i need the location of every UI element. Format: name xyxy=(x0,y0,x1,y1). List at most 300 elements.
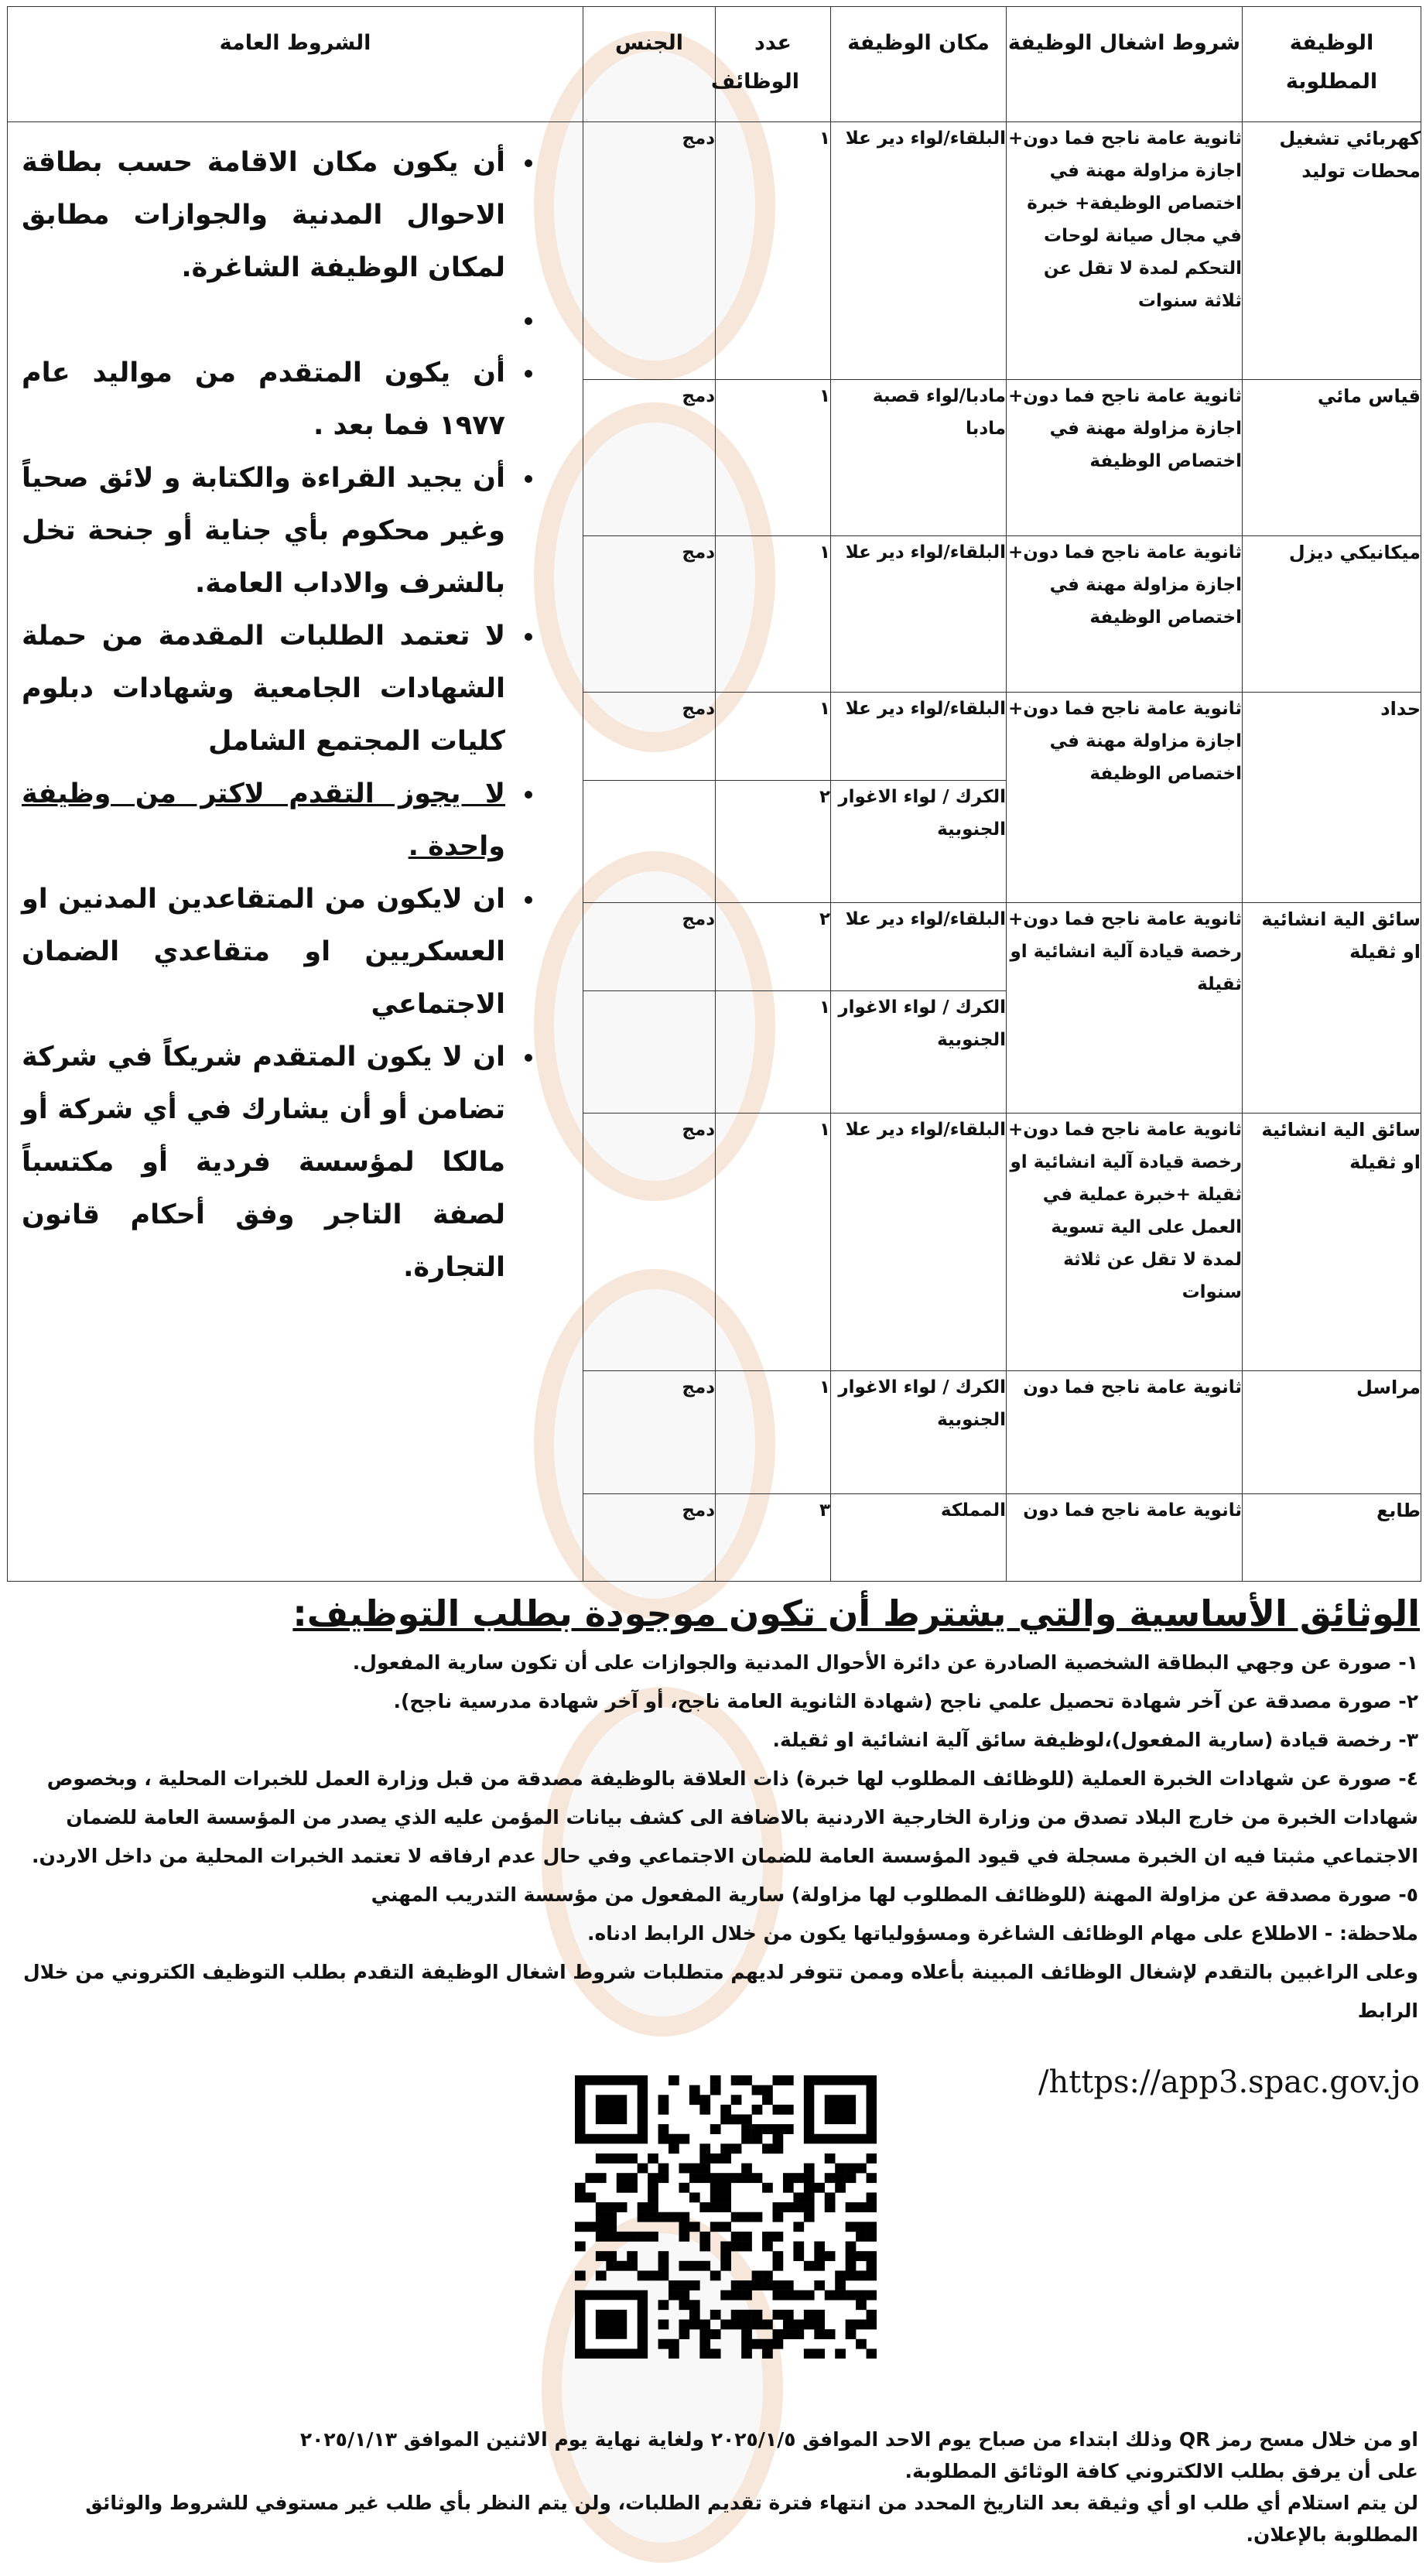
qr-module xyxy=(867,2349,877,2359)
qr-module xyxy=(720,2222,731,2232)
qr-module xyxy=(710,2124,721,2134)
qr-module xyxy=(710,2154,721,2164)
job-conditions-cell: ثانوية عامة ناجح فما دون+ اجازة مزاولة مهنة في اختصاص الوظيفة xyxy=(1007,693,1243,903)
job-gender-cell: دمج xyxy=(583,380,716,536)
qr-module xyxy=(731,2290,742,2301)
qr-module xyxy=(804,2173,815,2183)
qr-module xyxy=(596,2251,607,2261)
qr-module xyxy=(679,2134,689,2144)
qr-module xyxy=(846,2202,857,2212)
job-gender-cell: دمج xyxy=(583,1494,716,1582)
qr-module xyxy=(804,2261,815,2271)
qr-module xyxy=(793,2242,804,2252)
qr-module xyxy=(867,2261,877,2271)
qr-module xyxy=(596,2212,607,2222)
qr-module xyxy=(638,2164,648,2174)
qr-module xyxy=(720,2154,731,2164)
job-count-cell: ١ xyxy=(716,1114,831,1371)
qr-module xyxy=(606,2261,617,2271)
qr-module xyxy=(575,2242,586,2252)
qr-module xyxy=(793,2251,804,2261)
qr-module xyxy=(752,2212,763,2222)
qr-module xyxy=(658,2339,669,2349)
job-conditions-cell: ثانوية عامة ناجح فما دون+ رخصة قيادة آلية انشائية او ثقيلة +خبرة عملية في العمل على الية تسوية لمدة لا تقل عن ثلاثة سنوات xyxy=(1007,1114,1243,1371)
job-place-cell: البلقاء/لواء دير علا xyxy=(831,1114,1007,1371)
general-condition-text: أن يكون مكان الاقامة حسب بطاقة الاحوال المدنية والجوازات مطابق لمكان الوظيفة الشاغرة. xyxy=(22,147,505,283)
qr-module xyxy=(856,2320,867,2330)
qr-module xyxy=(835,2290,846,2301)
qr-module xyxy=(856,2251,867,2261)
job-conditions-cell: ثانوية عامة ناجح فما دون xyxy=(1007,1494,1243,1582)
qr-module xyxy=(804,2192,815,2202)
job-title-cell: طابع xyxy=(1243,1494,1421,1582)
attach-text: على أن يرفق بطلب الالكتروني كافة الوثائق المطلوبة. xyxy=(905,2460,1418,2482)
qr-module xyxy=(835,2270,846,2280)
qr-module xyxy=(596,2270,607,2280)
qr-module xyxy=(699,2349,710,2359)
qr-module xyxy=(731,2242,742,2252)
qr-module xyxy=(762,2320,773,2330)
qr-module xyxy=(679,2222,689,2232)
qr-module xyxy=(814,2320,825,2330)
qr-module xyxy=(762,2349,773,2359)
qr-module xyxy=(720,2114,731,2124)
qr-module xyxy=(773,2202,784,2212)
qr-module xyxy=(752,2310,763,2320)
job-place-cell: البلقاء/لواء دير علا xyxy=(831,693,1007,781)
qr-module xyxy=(710,2085,721,2095)
qr-module xyxy=(856,2290,867,2301)
job-title-cell: سائق الية انشائية او ثقيلة xyxy=(1243,903,1421,1114)
qr-module xyxy=(710,2310,721,2320)
job-gender-cell: دمج xyxy=(583,536,716,693)
qr-module xyxy=(867,2290,877,2301)
qr-module xyxy=(783,2310,794,2320)
qr-module xyxy=(596,2154,607,2164)
general-conditions-list xyxy=(8,136,583,1294)
qr-module xyxy=(669,2143,679,2154)
job-place-cell: البلقاء/لواء دير علا xyxy=(831,903,1007,991)
general-condition-item xyxy=(22,136,511,294)
job-place-cell: البلقاء/لواء دير علا xyxy=(831,536,1007,693)
qr-module xyxy=(846,2173,857,2183)
header-conditions: شروط اشغال الوظيفة xyxy=(1007,7,1243,122)
qr-code[interactable] xyxy=(575,2075,877,2359)
job-title-cell: سائق الية انشائية او ثقيلة xyxy=(1243,1114,1421,1371)
qr-module xyxy=(710,2192,721,2202)
job-title-cell: ميكانيكي ديزل xyxy=(1243,536,1421,693)
qr-module xyxy=(731,2114,742,2124)
qr-module xyxy=(856,2339,867,2349)
qr-module xyxy=(867,2270,877,2280)
qr-module xyxy=(741,2280,752,2290)
qr-module xyxy=(699,2339,710,2349)
qr-module xyxy=(762,2183,773,2193)
qr-module xyxy=(710,2270,721,2280)
qr-module xyxy=(825,2290,836,2301)
qr-module xyxy=(710,2222,721,2232)
qr-module xyxy=(679,2290,689,2301)
qr-module xyxy=(606,2251,617,2261)
qr-module xyxy=(741,2164,752,2174)
qr-module xyxy=(679,2280,689,2290)
qr-module xyxy=(762,2085,773,2095)
general-condition-text: أن يجيد القراءة والكتابة و لائق صحياً وغير محكوم بأي جناية أو جنحة تخل بالشرف والاداب العامة. xyxy=(22,463,505,599)
qr-module xyxy=(741,2320,752,2330)
qr-module xyxy=(773,2251,784,2261)
qr-module xyxy=(804,2320,815,2330)
qr-module xyxy=(627,2183,638,2193)
qr-module xyxy=(793,2222,804,2232)
qr-module xyxy=(575,2222,586,2232)
qr-module xyxy=(679,2320,689,2330)
qr-module xyxy=(856,2232,867,2242)
qr-module xyxy=(658,2320,669,2330)
qr-module xyxy=(658,2134,669,2144)
general-condition-item xyxy=(22,610,511,768)
qr-module xyxy=(689,2085,700,2095)
qr-module xyxy=(814,2280,825,2290)
qr-module xyxy=(783,2105,794,2115)
qr-module xyxy=(731,2310,742,2320)
qr-module xyxy=(741,2310,752,2320)
closing-notes xyxy=(6,2424,1418,2550)
qr-module xyxy=(783,2320,794,2330)
qr-module xyxy=(689,2222,700,2232)
document-item: ١- صورة عن وجهي البطاقة الشخصية الصادرة عن دائرة الأحوال المدنية والجوازات على أن تكون سارية المفعول. xyxy=(352,1651,1418,1674)
job-count-cell: ٢ xyxy=(716,903,831,991)
qr-module xyxy=(720,2251,731,2261)
qr-module xyxy=(783,2124,794,2134)
qr-module xyxy=(825,2192,836,2202)
document-item: ٥- صورة مصدقة عن مزاولة المهنة (للوظائف المطلوب لها مزاولة) سارية المفعول من مؤسسة التدريب المهني xyxy=(371,1883,1418,1906)
job-place-cell: المملكة xyxy=(831,1494,1007,1582)
qr-module xyxy=(835,2183,846,2193)
job-count-cell: ١ xyxy=(716,693,831,781)
qr-module xyxy=(835,2280,846,2290)
qr-module xyxy=(658,2105,669,2115)
qr-module xyxy=(762,2270,773,2280)
qr-module xyxy=(773,2290,784,2301)
qr-module xyxy=(699,2261,710,2271)
qr-module xyxy=(867,2202,877,2212)
qr-module xyxy=(689,2164,700,2174)
qr-module xyxy=(741,2124,752,2134)
qr-module xyxy=(783,2075,794,2085)
qr-module xyxy=(658,2270,669,2280)
qr-module xyxy=(699,2242,710,2252)
qr-module xyxy=(804,2290,815,2301)
table-header-row xyxy=(8,7,1421,122)
application-link[interactable]: https://app3.spac.gov.jo/ xyxy=(1038,2065,1420,2100)
qr-module xyxy=(731,2143,742,2154)
qr-module xyxy=(752,2339,763,2349)
qr-module xyxy=(720,2261,731,2271)
qr-module xyxy=(773,2280,784,2290)
qr-module xyxy=(783,2329,794,2339)
qr-module xyxy=(720,2173,731,2183)
qr-module xyxy=(658,2261,669,2271)
job-title-cell: حداد xyxy=(1243,693,1421,903)
general-condition-text: لا يجوز التقدم لاكتر من وظيفة واحدة . xyxy=(22,778,505,862)
qr-module xyxy=(648,2202,658,2212)
qr-module xyxy=(669,2290,679,2301)
qr-module xyxy=(689,2192,700,2202)
qr-module xyxy=(752,2270,763,2280)
general-conditions-cell xyxy=(8,122,583,1582)
qr-module xyxy=(793,2320,804,2330)
job-count-cell: ٣ xyxy=(716,1494,831,1582)
qr-module xyxy=(648,2212,658,2222)
qr-module xyxy=(846,2290,857,2301)
job-gender-cell: دمج xyxy=(583,903,716,991)
qr-module xyxy=(617,2173,628,2183)
qr-module xyxy=(679,2300,689,2310)
qr-module xyxy=(741,2339,752,2349)
header-gender: الجنس xyxy=(583,7,716,122)
qr-module xyxy=(710,2075,721,2085)
qr-module xyxy=(699,2105,710,2115)
qr-module xyxy=(731,2075,742,2085)
header-general-conditions: الشروط العامة xyxy=(8,7,583,122)
qr-module xyxy=(669,2212,679,2222)
qr-module xyxy=(814,2329,825,2339)
qr-module xyxy=(669,2134,679,2144)
qr-module xyxy=(627,2251,638,2261)
qr-module xyxy=(689,2300,700,2310)
qr-module xyxy=(741,2173,752,2183)
qr-module xyxy=(669,2349,679,2359)
dates-text: او من خلال مسح رمز QR وذلك ابتداء من صباح يوم الاحد الموافق ٢٠٢٥/١/٥ ولغاية نهاية يوم الاثنين الموافق ٢٠٢٥/١/١٣ xyxy=(299,2428,1418,2451)
qr-module xyxy=(835,2164,846,2174)
qr-module xyxy=(783,2290,794,2301)
qr-module xyxy=(804,2212,815,2222)
documents-list xyxy=(6,1644,1418,2030)
qr-module xyxy=(793,2329,804,2339)
job-conditions-cell: ثانوية عامة ناجح فما دون+ اجازة مزاولة مهنة في اختصاص الوظيفة+ خبرة في مجال صيانة لوحات التحكم لمدة لا تقل عن ثلاثة سنوات xyxy=(1007,122,1243,380)
note-text: ملاحظة: - الاطلاع على مهام الوظائف الشاغرة ومسؤولياتها يكون من خلال الرابط ادناه. xyxy=(587,1922,1418,1945)
qr-module xyxy=(658,2164,669,2174)
general-condition-text: ان لا يكون المتقدم شريكاً في شركة تضامن أو أن يشارك في أي شركة أو مالكا لمؤسسة فردية أو مكتسباً لصفة التاجر وفق أحكام قانون التجارة. xyxy=(22,1042,505,1283)
qr-module xyxy=(814,2242,825,2252)
qr-module xyxy=(710,2183,721,2193)
qr-module xyxy=(689,2095,700,2105)
qr-module xyxy=(793,2290,804,2301)
qr-module xyxy=(752,2280,763,2290)
qr-module xyxy=(606,2154,617,2164)
qr-module xyxy=(679,2212,689,2222)
qr-module xyxy=(596,2202,607,2212)
job-count-cell: ١ xyxy=(716,380,831,536)
qr-module xyxy=(731,2095,742,2105)
qr-module xyxy=(846,2164,857,2174)
qr-module xyxy=(856,2222,867,2232)
qr-module xyxy=(773,2143,784,2154)
document-item: ٤- صورة عن شهادات الخبرة العملية (للوظائف المطلوب لها خبرة) ذات العلاقة بالوظيفة مصدقة من قبل وزارة العمل للخبرات المحلية ، وبخصوص شهادات الخبرة من خارج البلاد تصدق من وزارة الخارجية الاردنية بالاضافة الى كشف بيانات المؤمن عليه الذي يصدر من المؤسسة العامة للضمان الاجتماعي مثبتا فيه ان الخبرة مسجلة في قيود المؤسسة العامة للضمان الاجتماعي وفي حال عدم ارفاقه لا تعتمد الخبرات المحلية من داخل الاردن. xyxy=(32,1767,1418,1867)
qr-module xyxy=(606,2232,617,2242)
qr-module xyxy=(596,2095,627,2124)
qr-module xyxy=(741,2075,752,2085)
qr-module xyxy=(731,2232,742,2242)
qr-module xyxy=(658,2173,669,2183)
qr-module xyxy=(638,2202,648,2212)
qr-module xyxy=(752,2173,763,2183)
qr-module xyxy=(658,2212,669,2222)
qr-module xyxy=(783,2202,794,2212)
qr-module xyxy=(846,2270,857,2280)
qr-module xyxy=(867,2222,877,2232)
qr-module xyxy=(689,2320,700,2330)
job-title-cell: قياس مائي xyxy=(1243,380,1421,536)
job-gender-cell: دمج xyxy=(583,1114,716,1371)
jobs-table xyxy=(7,6,1421,1582)
qr-module xyxy=(804,2183,815,2193)
qr-module xyxy=(658,2095,669,2105)
qr-module xyxy=(867,2173,877,2183)
qr-module xyxy=(741,2290,752,2301)
job-place-cell: الكرك / لواء الاغوار الجنوبية xyxy=(831,781,1007,903)
qr-module xyxy=(627,2154,638,2164)
qr-module xyxy=(731,2173,742,2183)
qr-module xyxy=(699,2164,710,2174)
job-place-cell: الكرك / لواء الاغوار الجنوبية xyxy=(831,991,1007,1114)
qr-module xyxy=(762,2242,773,2252)
qr-module xyxy=(814,2251,825,2261)
general-condition-item xyxy=(22,294,511,347)
general-condition-item xyxy=(22,452,511,610)
qr-module xyxy=(710,2329,721,2339)
qr-module xyxy=(793,2192,804,2202)
qr-module xyxy=(689,2280,700,2290)
qr-module xyxy=(835,2349,846,2359)
qr-module xyxy=(617,2202,628,2212)
qr-module xyxy=(867,2232,877,2242)
qr-module xyxy=(648,2192,658,2202)
qr-module xyxy=(856,2164,867,2174)
general-condition-item xyxy=(22,768,511,873)
qr-module xyxy=(699,2320,710,2330)
qr-module xyxy=(720,2183,731,2193)
qr-module xyxy=(762,2143,773,2154)
job-gender-cell xyxy=(583,781,716,903)
qr-module xyxy=(679,2261,689,2271)
qr-module xyxy=(658,2124,669,2134)
job-gender-cell: دمج xyxy=(583,1371,716,1494)
qr-module xyxy=(752,2320,763,2330)
qr-module xyxy=(648,2154,658,2164)
qr-module xyxy=(804,2349,815,2359)
qr-module xyxy=(648,2232,658,2242)
qr-module xyxy=(773,2212,784,2222)
qr-module xyxy=(867,2320,877,2330)
qr-module xyxy=(679,2164,689,2174)
qr-module xyxy=(699,2143,710,2154)
qr-module xyxy=(741,2232,752,2242)
qr-module xyxy=(699,2329,710,2339)
qr-module xyxy=(720,2192,731,2202)
qr-module xyxy=(825,2329,836,2339)
document-item: ٣- رخصة قيادة (سارية المفعول)،لوظيفة سائق آلية انشائية او ثقيلة. xyxy=(772,1729,1418,1751)
qr-module xyxy=(710,2349,721,2359)
header-count: عدد الوظائف xyxy=(716,7,831,122)
qr-module xyxy=(762,2095,773,2105)
qr-module xyxy=(638,2212,648,2222)
qr-module xyxy=(773,2339,784,2349)
qr-module xyxy=(669,2339,679,2349)
qr-module xyxy=(699,2202,710,2212)
qr-module xyxy=(658,2251,669,2261)
qr-module xyxy=(596,2310,627,2339)
qr-module xyxy=(804,2310,815,2320)
qr-module xyxy=(699,2232,710,2242)
qr-module xyxy=(627,2261,638,2271)
qr-module xyxy=(762,2339,773,2349)
qr-module xyxy=(773,2075,784,2085)
qr-module xyxy=(720,2105,731,2115)
qr-module xyxy=(720,2143,731,2154)
qr-module xyxy=(846,2222,857,2232)
qr-module xyxy=(793,2202,804,2212)
qr-module xyxy=(741,2212,752,2222)
qr-module xyxy=(731,2280,742,2290)
job-conditions-cell: ثانوية عامة ناجح فما دون+ رخصة قيادة آلية انشائية او ثقيلة xyxy=(1007,903,1243,1114)
qr-module xyxy=(648,2173,658,2183)
qr-module xyxy=(846,2261,857,2271)
general-condition-item xyxy=(22,347,511,452)
general-condition-text: أن يكون المتقدم من مواليد عام ١٩٧٧ فما بعد . xyxy=(22,357,505,441)
job-count-cell: ٢ xyxy=(716,781,831,903)
qr-module xyxy=(773,2124,784,2134)
qr-module xyxy=(762,2280,773,2290)
qr-module xyxy=(585,2192,596,2202)
qr-module xyxy=(699,2095,710,2105)
qr-module xyxy=(669,2280,679,2290)
qr-module xyxy=(783,2183,794,2193)
job-gender-cell xyxy=(583,991,716,1114)
qr-module xyxy=(699,2154,710,2164)
job-title-cell: مراسل xyxy=(1243,1371,1421,1494)
qr-module xyxy=(741,2329,752,2339)
qr-module xyxy=(814,2310,825,2320)
qr-module xyxy=(689,2261,700,2271)
qr-module xyxy=(627,2173,638,2183)
job-count-cell: ١ xyxy=(716,1371,831,1494)
qr-module xyxy=(814,2261,825,2271)
qr-module xyxy=(575,2192,586,2202)
qr-module xyxy=(689,2310,700,2320)
job-conditions-cell: ثانوية عامة ناجح فما دون xyxy=(1007,1371,1243,1494)
qr-module xyxy=(720,2320,731,2330)
qr-module xyxy=(617,2183,628,2193)
qr-module xyxy=(804,2202,815,2212)
qr-module xyxy=(856,2270,867,2280)
qr-module xyxy=(752,2085,763,2095)
qr-module xyxy=(648,2183,658,2193)
qr-module xyxy=(606,2222,617,2232)
qr-module xyxy=(617,2232,628,2242)
qr-module xyxy=(783,2173,794,2183)
table-row xyxy=(8,122,1421,380)
job-conditions-cell: ثانوية عامة ناجح فما دون+ اجازة مزاولة مهنة في اختصاص الوظيفة xyxy=(1007,380,1243,536)
qr-module xyxy=(617,2261,628,2271)
general-condition-text: لا تعتمد الطلبات المقدمة من حملة الشهادات الجامعية وشهادات دبلوم كليات المجتمع الشامل xyxy=(22,621,505,757)
qr-module xyxy=(710,2202,721,2212)
qr-module xyxy=(814,2183,825,2193)
document-item: ٢- صورة مصدقة عن آخر شهادة تحصيل علمي ناجح (شهادة الثانوية العامة ناجح، أو آخر شهادة مدرسية ناجح). xyxy=(393,1690,1418,1712)
general-condition-text: ان لايكون من المتقاعدين المدنين او العسكريين او متقاعدي الضمان الاجتماعي xyxy=(22,884,505,1020)
qr-module xyxy=(679,2329,689,2339)
qr-module xyxy=(720,2202,731,2212)
